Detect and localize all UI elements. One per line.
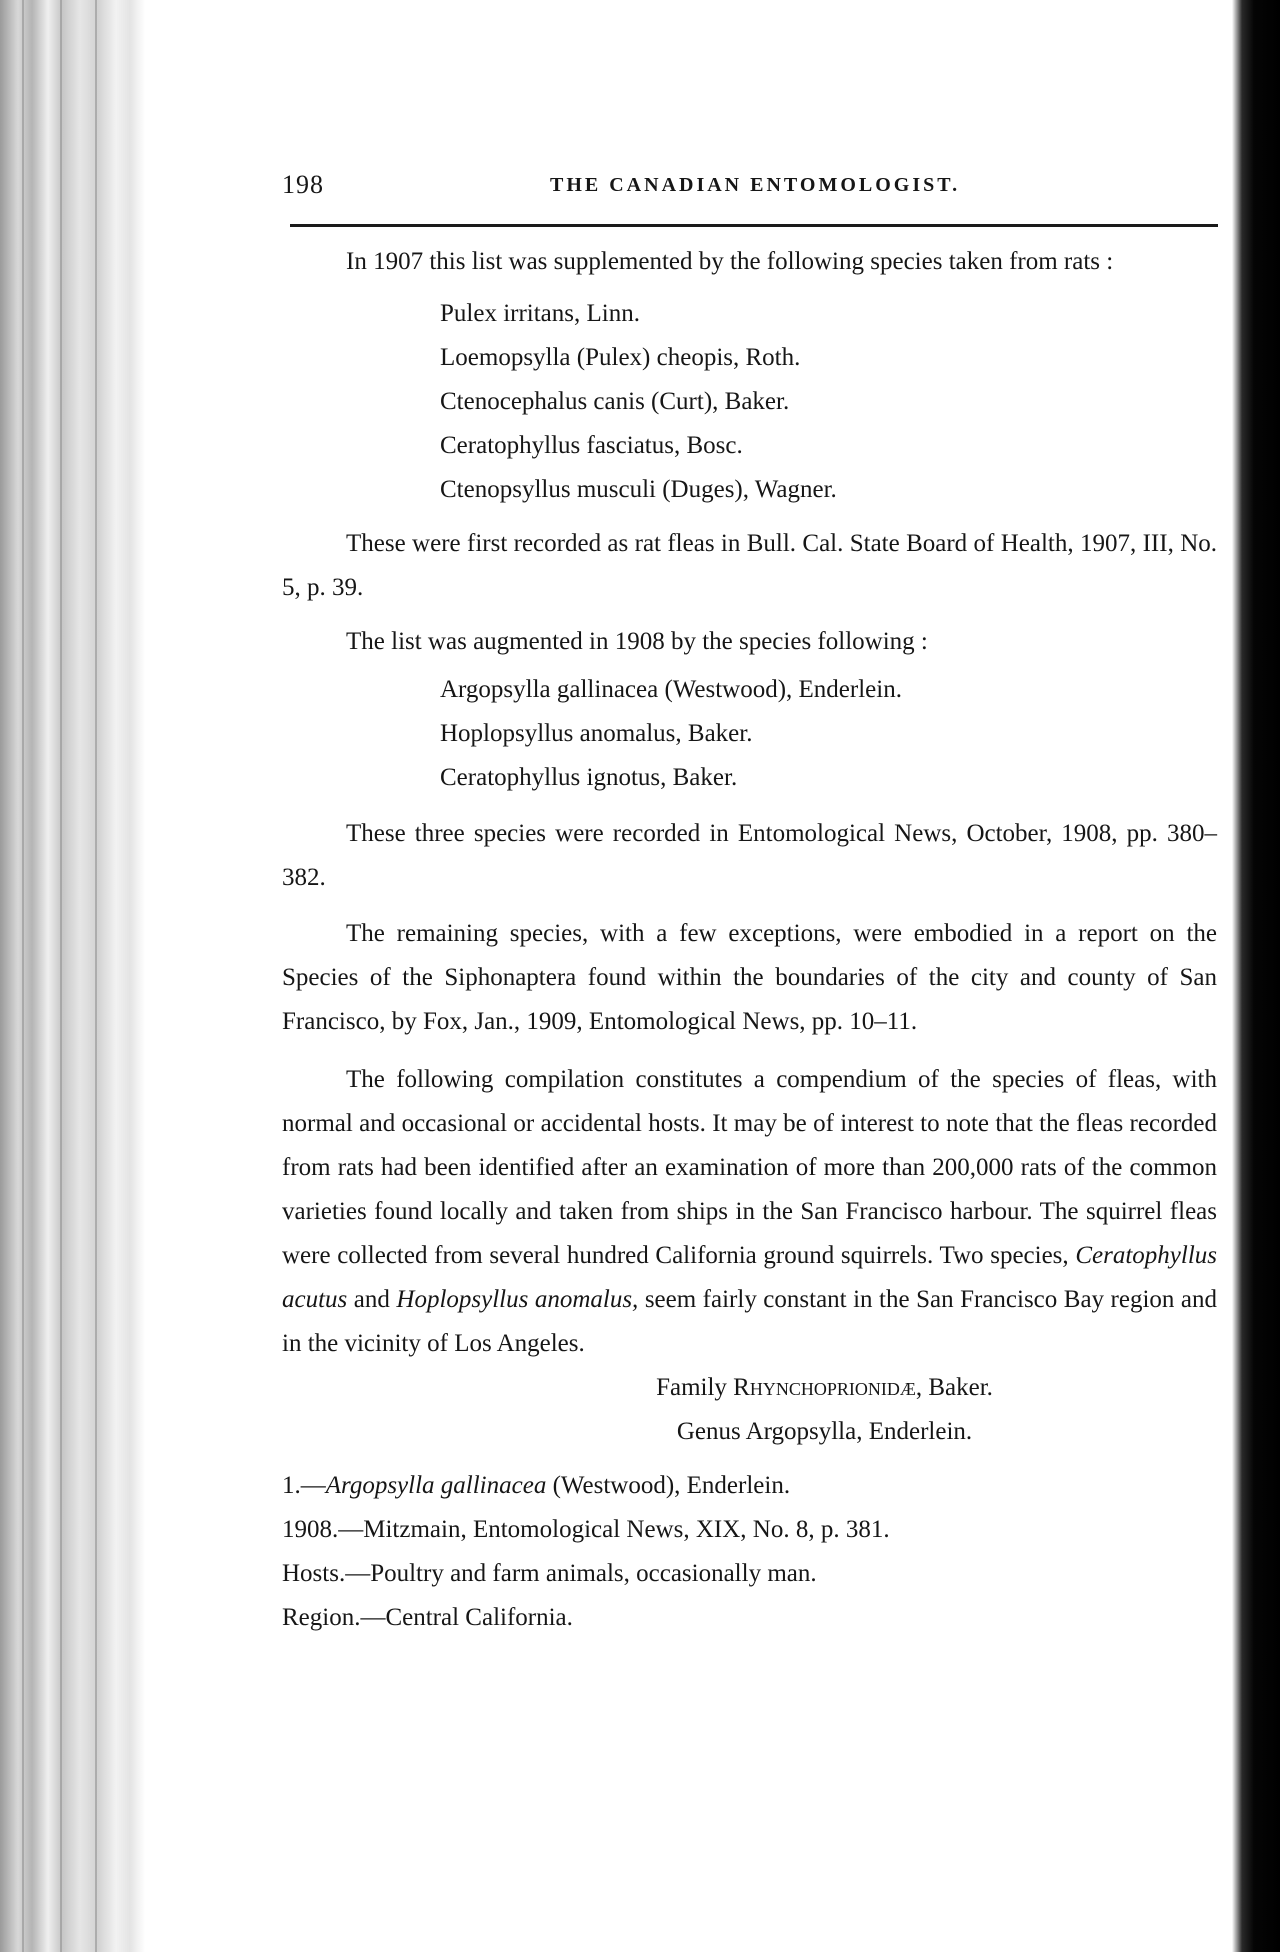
species-entry-title [282,1464,1217,1508]
list-item: Ctenocephalus canis (Curt), Baker. [440,388,790,415]
compilation-text-end: seem fairly constant in the San Francisco Bay region and in the vicinity of Los Angeles. [282,1286,1218,1357]
rat-flea-list-1907 [282,292,1217,512]
paragraph-list-augmented: The list was augmented in 1908 by the species following : [346,628,928,655]
species-name-anomalus: Hoplopsyllus anomalus, [396,1286,639,1313]
entry-reference: 1908.—Mitzmain, Entomological News, XIX, No. 8, p. 381. [282,1516,890,1543]
list-item: Ceratophyllus fasciatus, Bosc. [440,432,743,459]
page-header [282,170,1217,206]
entry-region: Region.—Central California. [282,1604,573,1631]
entry-number: 1.— [282,1472,326,1499]
entry-author: (Westwood), Enderlein. [552,1472,791,1499]
paragraph-three-species: These three species were recorded in Entomological News, October, 1908, pp. 380–382. [282,820,1217,891]
family-prefix: Family [656,1374,727,1401]
entry-species-name: Argopsylla gallinacea [325,1472,547,1499]
paragraph-remaining-species: The remaining species, with a few exceptions, were embodied in a report on the Species of the Siphonaptera found within the boundaries of the city and county of San Francisco, by Fox, Jan., 1909, Entomological News, pp. 10–11. [282,920,1217,1035]
family-name: Rhynchoprionidæ [733,1374,916,1401]
list-item: Hoplopsyllus anomalus, Baker. [440,720,753,747]
species-list-1908 [282,668,1217,800]
list-item: Pulex irritans, Linn. [440,300,640,327]
species-name-acutus: Ceratophyllus acutus [282,1242,1218,1313]
list-item: Ctenopsyllus musculi (Duges), Wagner. [440,476,837,503]
list-item: Ceratophyllus ignotus, Baker. [440,764,738,791]
list-item: Argopsylla gallinacea (Westwood), Enderlein. [440,676,902,703]
page-body [282,240,1217,1640]
list-item: Loemopsylla (Pulex) cheopis, Roth. [440,344,801,371]
paragraph-first-recorded: These were first recorded as rat fleas in Bull. Cal. State Board of Health, 1907, III, No. 5, p. 39. [282,530,1217,601]
page-number: 198 [282,170,324,199]
paragraph-compilation [282,1058,1217,1366]
genus-heading: Genus Argopsylla, Enderlein. [676,1418,973,1445]
entry-hosts: Hosts.—Poultry and farm animals, occasionally man. [282,1560,817,1587]
running-head: THE CANADIAN ENTOMOLOGIST. [550,174,961,196]
header-rule [290,224,1218,227]
family-author: , Baker. [915,1374,993,1401]
family-heading [282,1366,1217,1410]
intro-paragraph: In 1907 this list was supplemented by the following species taken from rats : [346,248,1114,275]
conjunction-text: and [353,1286,390,1313]
compilation-text-start: The following compilation constitutes a compendium of the species of fleas, with normal and occasional or accidental hosts. It may be of interest to note that the fleas recorded from rats had been identified after an examination of more than 200,000 rats of the common varieties found locally and taken from ships in the San Francisco harbour. The squirrel fleas were collected from several hundred California ground squirrels. Two species, [282,1066,1217,1269]
